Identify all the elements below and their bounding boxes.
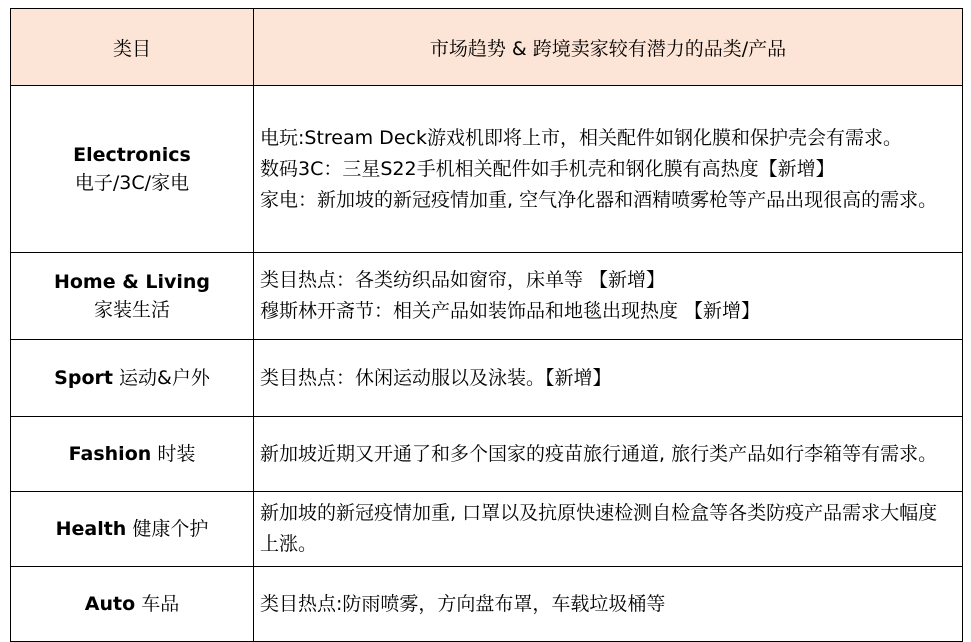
category-cell [11, 492, 254, 567]
category-cn: 运动&户外 [119, 367, 210, 389]
trend-line: 类目热点:防雨喷雾，方向盘布罩，车载垃圾桶等 [260, 592, 666, 615]
category-cell [11, 417, 254, 492]
category-cn: 电子/3C/家电 [74, 172, 190, 194]
category-en: Sport [54, 367, 113, 389]
table-row [11, 567, 963, 642]
category-cn: 时装 [157, 443, 196, 465]
header-row [11, 9, 963, 86]
category-cell [11, 86, 254, 253]
table-row [11, 417, 963, 492]
trend-cell [254, 340, 963, 417]
category-cn: 家装生活 [93, 299, 170, 321]
header-category: 类目 [11, 9, 254, 86]
trend-cell [254, 417, 963, 492]
trend-cell [254, 567, 963, 642]
trend-line: 家电：新加坡的新冠疫情加重, 空气净化器和酒精喷雾枪等产品出现很高的需求。 [260, 188, 938, 211]
trend-line: 新加坡的新冠疫情加重, 口罩以及抗原快速检测自检盒等各类防疫产品需求大幅度上涨。 [260, 502, 938, 555]
category-en: Fashion [68, 443, 152, 465]
trend-cell [254, 253, 963, 340]
trend-line: 数码3C：三星S22手机相关配件如手机壳和钢化膜有高热度【新增】 [260, 157, 835, 180]
trend-cell [254, 86, 963, 253]
header-trend: 市场趋势 & 跨境卖家较有潜力的品类/产品 [254, 9, 963, 86]
trend-line: 类目热点：各类纺织品如窗帘，床单等 【新增】 [260, 269, 666, 291]
table-row [11, 253, 963, 340]
trend-line: 电玩:Stream Deck游戏机即将上市，相关配件如钢化膜和保护壳会有需求。 [260, 126, 902, 149]
category-cn: 车品 [141, 593, 180, 615]
trend-cell [254, 492, 963, 567]
category-en: Home & Living [53, 271, 211, 293]
category-cell [11, 340, 254, 417]
category-en: Auto [84, 593, 136, 615]
trend-line: 类目热点：休闲运动服以及泳装。【新增】 [260, 366, 612, 389]
category-cell [11, 253, 254, 340]
category-en: Electronics [73, 144, 191, 166]
category-en: Health [55, 518, 127, 540]
table-row [11, 492, 963, 567]
category-cn: 健康个护 [132, 518, 209, 540]
trend-line: 新加坡近期又开通了和多个国家的疫苗旅行通道, 旅行类产品如行李箱等有需求。 [260, 442, 938, 465]
category-trend-table [10, 8, 963, 642]
trend-line: 穆斯林开斋节：相关产品如装饰品和地毯出现热度 【新增】 [260, 300, 761, 322]
category-cell [11, 567, 254, 642]
table-row [11, 86, 963, 253]
table-row [11, 340, 963, 417]
